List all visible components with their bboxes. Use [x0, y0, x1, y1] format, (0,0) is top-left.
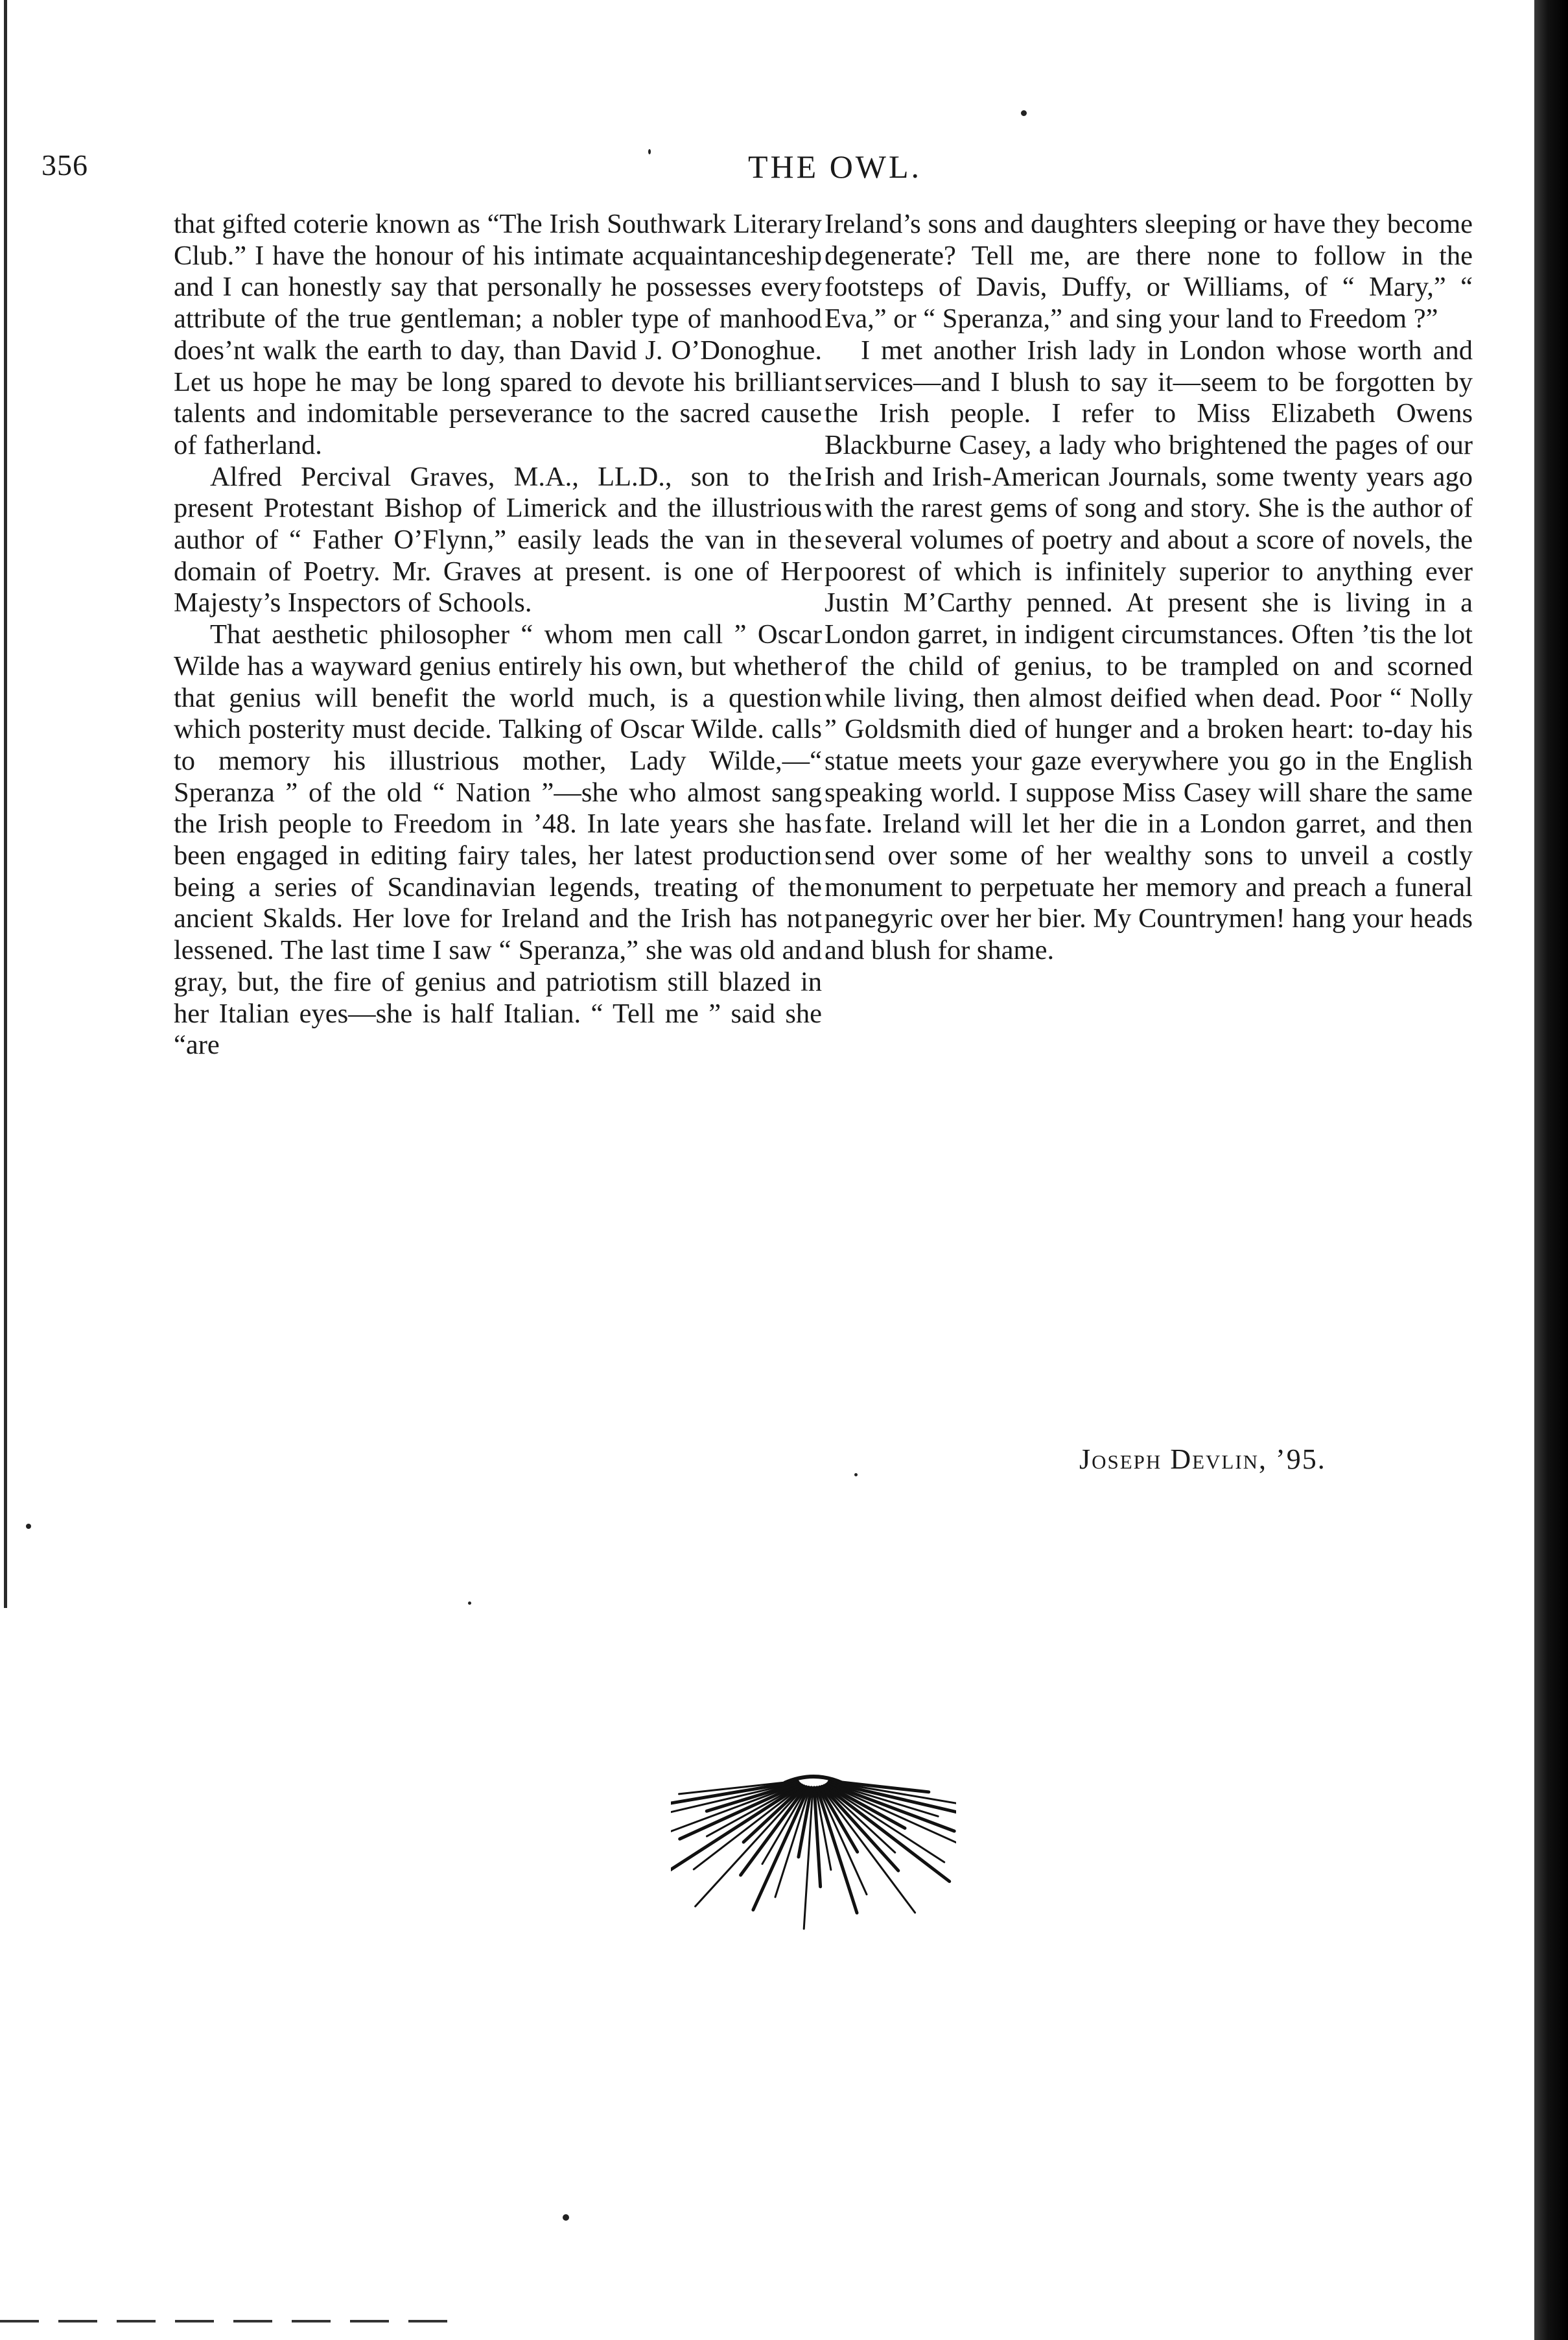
paragraph: I met another Irish lady in London whose worth and services—and I blush to say it—seem to be forgotten by the Irish people. I refer to Miss Elizabeth Owens Blackburne Casey, a lady who brightened the pages of our Irish and Irish-American Journals, some twenty years ago with the rarest gems of song and story. She is the author of several volumes of poetry and about a score of novels, the poorest of which is infinitely superior to anything ever Justin M’Carthy penned. At present she is living in a London garret, in indigent circumstances. Often ’tis the lot of the child of genius, to be trampled on and scorned while living, then almost deified when dead. Poor “ Nolly ” Goldsmith died of hunger and a broken heart: to-day his statue meets your gaze everywhere you go in the English speaking world. I suppose Miss Casey will share the same fate. Ireland will let her die in a London garret, and then send over some of her wealthy sons to unveil a costly monument to perpetuate her memory and preach a funeral panegyric over her bier. My Countrymen! hang your heads and blush for shame.	[825, 335, 1473, 966]
speck	[563, 2214, 569, 2221]
right-column	[825, 209, 1473, 967]
speck	[468, 1601, 471, 1605]
scan-right-edge	[1534, 0, 1568, 2340]
speck	[1021, 110, 1027, 116]
speck	[854, 1473, 858, 1476]
bottom-rule	[0, 2320, 454, 2322]
page-header	[41, 148, 1480, 193]
paragraph: That aesthetic philosopher “ whom men call ” Oscar Wilde has a wayward genius entirely his own, but whether that genius will benefit the world much, is a question which posterity must decide. Talking of Oscar Wilde. calls to memory his illustrious mother, Lady Wilde,—“ Speranza ” of the old “ Nation ”—she who almost sang the Irish people to Freedom in ’48. In late years she has been engaged in editing fairy tales, her latest production being a series of Scandinavian legends, treating of the ancient Skalds. Her love for Ireland and the Irish has not lessened. The last time I saw “ Speranza,” she was old and gray, but, the fire of genius and patriotism still blazed in her Italian eyes—she is half Italian. “ Tell me ” said she “are	[174, 619, 822, 1061]
author-signature: Joseph Devlin, ’95.	[1079, 1443, 1326, 1475]
sunburst-ornament-icon	[671, 1744, 956, 1939]
page-number: 356	[41, 148, 88, 182]
speck	[648, 149, 651, 154]
paragraph: Ireland’s sons and daughters sleeping or have they become degenerate? Tell me, are there none to follow in the footsteps of Davis, Duffy, or Williams, of “ Mary,” “ Eva,” or “ Speranza,” and sing your land to Freedom ?”	[825, 209, 1473, 335]
paragraph: Alfred Percival Graves, M.A., LL.D., son to the present Protestant Bishop of Limerick and the illustrious author of “ Father O’Flynn,” easily leads the van in the domain of Poetry. Mr. Graves at present. is one of Her Majesty’s Inspectors of Schools.	[174, 461, 822, 619]
paragraph: that gifted coterie known as “The Irish Southwark Literary Club.” I have the honour of his intimate acquaintanceship and I can honestly say that personally he possesses every attribute of the true gentleman; a nobler type of manhood does’nt walk the earth to day, than David J. O’Donoghue. Let us hope he may be long spared to devote his brilliant talents and indomitable perseverance to the sacred cause of fatherland.	[174, 209, 822, 460]
left-column	[174, 209, 822, 1061]
running-title: THE OWL.	[748, 148, 922, 185]
scan-left-edge	[4, 0, 7, 1608]
speck	[26, 1524, 31, 1529]
